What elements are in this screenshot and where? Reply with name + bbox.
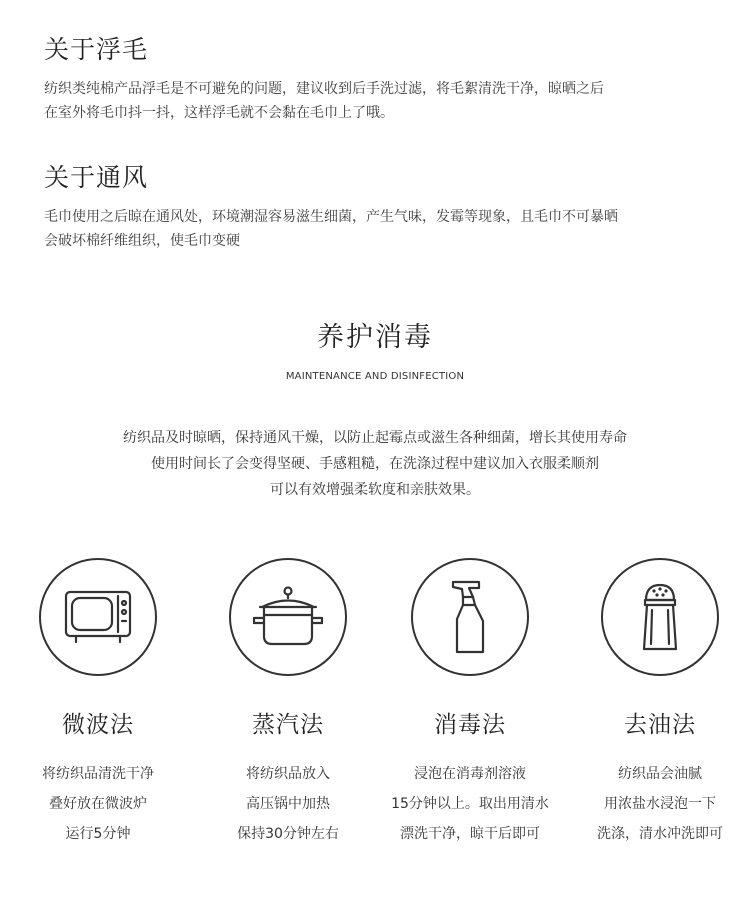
section-line: 会破坏棉纤维组织，使毛巾变硬 — [44, 233, 240, 249]
care-intro-line: 纺织品及时晾晒，保持通风干燥，以防止起霉点或滋生各种细菌，增长其使用寿命 — [123, 430, 627, 446]
method-step: 15分钟以上。取出用清水 — [391, 796, 549, 812]
method-step: 洗涤，清水冲洗即可 — [597, 826, 723, 842]
care-intro-line: 可以有效增强柔软度和亲肤效果。 — [270, 482, 480, 498]
method-degrease — [575, 558, 745, 849]
method-icon-circle — [229, 558, 347, 676]
section-line: 毛巾使用之后晾在通风处，环境潮湿容易滋生细菌，产生气味，发霉等现象，且毛巾不可暴晒 — [44, 209, 618, 225]
section-line: 纺织类纯棉产品浮毛是不可避免的问题，建议收到后手洗过滤，将毛絮清洗干净，晾晒之后 — [44, 81, 604, 97]
method-name: 去油法 — [624, 712, 696, 738]
spray-bottle-icon — [445, 579, 495, 655]
method-step: 运行5分钟 — [65, 826, 131, 842]
method-step: 将纺织品清洗干净 — [42, 766, 154, 782]
method-icon-circle — [601, 558, 719, 676]
method-step: 漂洗干净，晾干后即可 — [400, 826, 540, 842]
method-name: 微波法 — [62, 712, 134, 738]
method-step: 高压锅中加热 — [246, 796, 330, 812]
method-name: 消毒法 — [434, 712, 506, 738]
section-floating-lint — [44, 35, 724, 125]
method-microwave — [13, 558, 183, 849]
method-step: 保持30分钟左右 — [237, 826, 339, 842]
method-icon-circle — [411, 558, 529, 676]
method-steam — [203, 558, 373, 849]
method-steps — [575, 759, 745, 849]
section-title: 关于通风 — [44, 163, 149, 192]
method-name: 蒸汽法 — [252, 712, 324, 738]
care-intro-line: 使用时间长了会变得坚硬、手感粗糙，在洗涤过程中建议加入衣服柔顺剂 — [151, 456, 599, 472]
salt-shaker-icon — [640, 582, 680, 652]
pot-icon — [248, 584, 328, 650]
method-steps — [13, 759, 183, 849]
section-ventilation — [44, 163, 724, 253]
care-subtitle: MAINTENANCE AND DISINFECTION — [285, 371, 465, 382]
care-title: 养护消毒 — [317, 322, 433, 353]
section-body — [44, 77, 724, 125]
microwave-icon — [63, 587, 133, 647]
method-disinfect — [385, 558, 555, 849]
method-steps — [385, 759, 555, 849]
section-line: 在室外将毛巾抖一抖，这样浮毛就不会黏在毛巾上了哦。 — [44, 105, 394, 121]
method-step: 浸泡在消毒剂溶液 — [414, 766, 526, 782]
method-step: 用浓盐水浸泡一下 — [604, 796, 716, 812]
care-intro — [0, 425, 750, 503]
section-title: 关于浮毛 — [44, 35, 149, 64]
section-body — [44, 205, 724, 253]
method-icon-circle — [39, 558, 157, 676]
method-step: 将纺织品放入 — [246, 766, 330, 782]
method-step: 叠好放在微波炉 — [49, 796, 147, 812]
method-steps — [203, 759, 373, 849]
method-step: 纺织品会油腻 — [618, 766, 702, 782]
